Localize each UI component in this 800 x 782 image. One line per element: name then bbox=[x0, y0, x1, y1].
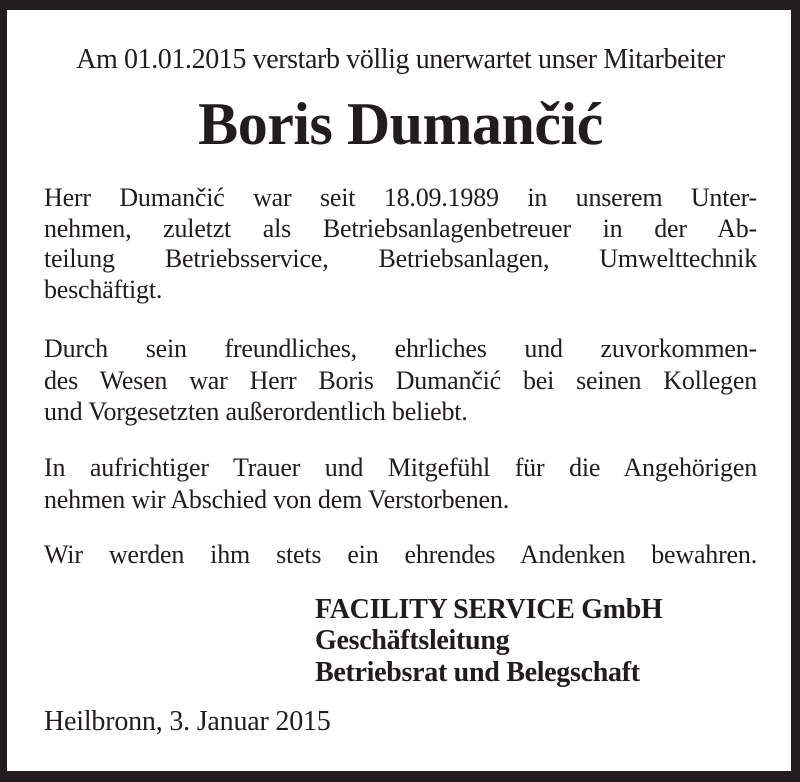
obituary-paragraph-remembrance bbox=[44, 539, 757, 570]
obituary-intro-line: Am 01.01.2015 verstarb völlig unerwartet unser Mitarbeiter bbox=[76, 44, 725, 75]
paragraph-line: teilung Betriebsservice, Betriebsanlagen, Umwelttechnik bbox=[44, 244, 757, 273]
obituary-paragraph-character bbox=[44, 333, 757, 428]
signature-block bbox=[315, 594, 757, 689]
paragraph-line: und Vorgesetzten außerordentlich beliebt. bbox=[44, 397, 468, 426]
obituary-paragraph-employment bbox=[44, 183, 757, 305]
signature-management: Geschäftsleitung bbox=[315, 625, 510, 656]
paragraph-line: des Wesen war Herr Boris Dumančić bei seinen Kollegen bbox=[44, 365, 757, 395]
paragraph-line: In aufrichtiger Trauer und Mitgefühl für die Angehörigen bbox=[44, 452, 757, 482]
paragraph-line: nehmen wir Abschied von dem Verstorbenen. bbox=[44, 484, 509, 514]
paragraph-line: nehmen, zuletzt als Betriebsanlagenbetreuer in der Ab- bbox=[44, 213, 757, 243]
paragraph-line: Durch sein freundliches, ehrliches und zuvorkommen- bbox=[44, 334, 757, 363]
signature-works-council: Betriebsrat und Belegschaft bbox=[315, 656, 640, 688]
paragraph-line: Wir werden ihm stets ein ehrendes Andenken bewahren. bbox=[44, 539, 757, 569]
paragraph-line: Herr Dumančić war seit 18.09.1989 in unserem Unter- bbox=[44, 183, 757, 212]
obituary-paragraph-condolence bbox=[44, 452, 757, 516]
signature-company: FACILITY SERVICE GmbH bbox=[315, 593, 663, 625]
obituary-notice bbox=[7, 10, 791, 771]
paragraph-line: beschäftigt. bbox=[44, 274, 163, 304]
place-and-date-line: Heilbronn, 3. Januar 2015 bbox=[44, 706, 331, 737]
deceased-name-heading: Boris Dumančić bbox=[198, 91, 603, 157]
